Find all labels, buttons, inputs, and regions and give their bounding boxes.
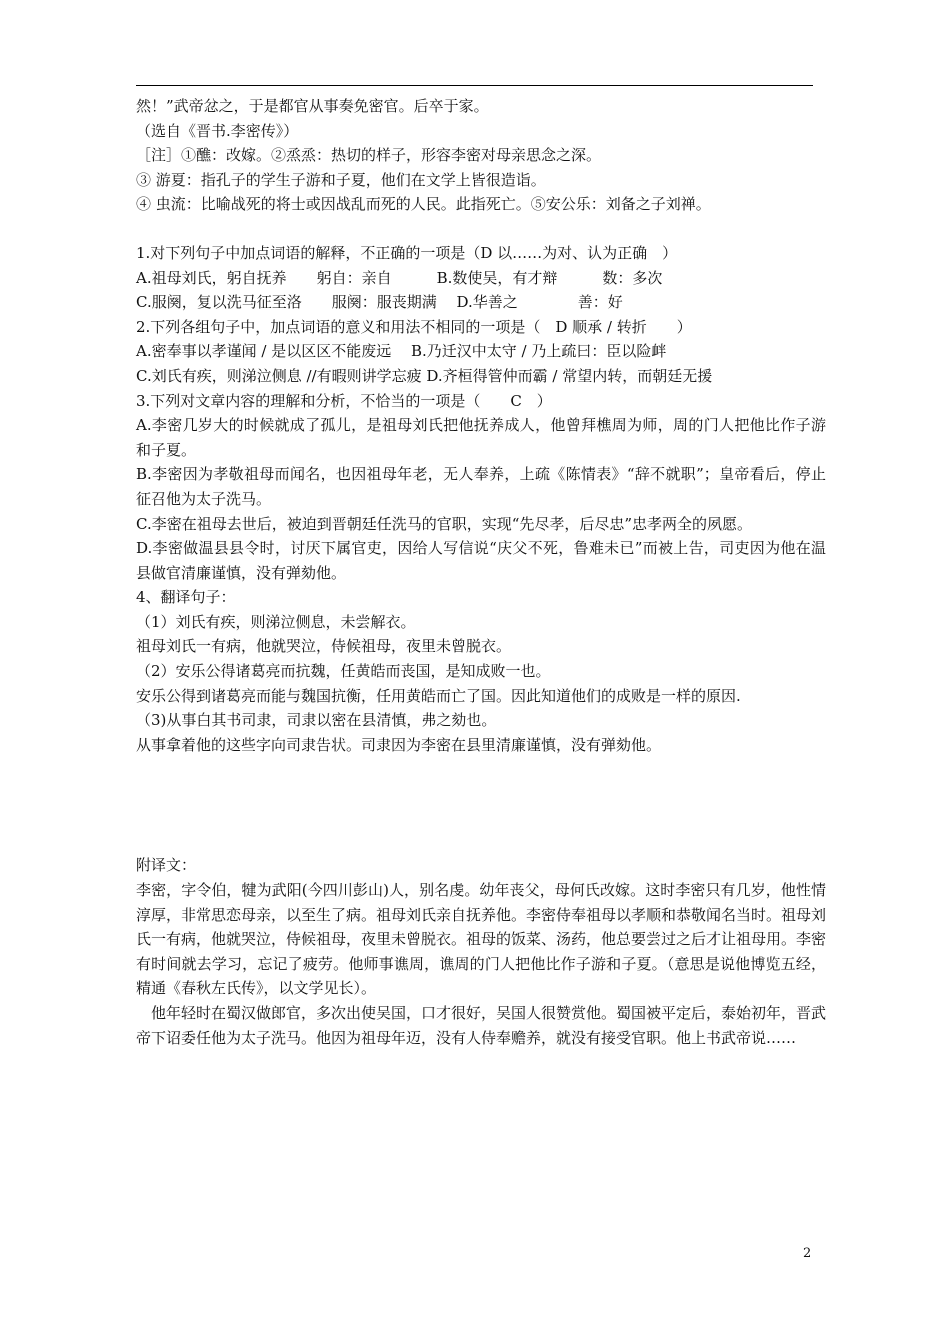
translation-1: 祖母刘氏一有病，他就哭泣，侍候祖母，夜里未曾脱衣。 (136, 637, 512, 656)
question-1-options: C.服阕，复以洗马征至洛 服阕：服丧期满 D.华善之 善：好 (136, 293, 623, 312)
question-3-option-d: D.李密做温县县令时，讨厌下属官吏，因给人写信说“庆父不死，鲁难未已”而被上告，司吏因为他在温县做官清廉谨慎，没有弹劾他。 (136, 539, 826, 582)
question-4-title: 4、翻译句子： (136, 588, 236, 607)
note-line: ④ 虫流：比喻战死的将士或因战乱而死的人民。此指死亡。⑤安公乐：刘备之子刘禅。 (136, 195, 711, 214)
appendix-paragraph-1: 李密，字令伯，犍为武阳(今四川彭山)人，别名虔。幼年丧父，母何氏改嫁。这时李密只有几岁，他性情淳厚，非常思恋母亲，以至生了病。祖母刘氏亲自抚养他。李密侍奉祖母以孝顺和恭敬闻名当时。祖母刘氏一有病，他就哭泣，侍候祖母，夜里未曾脱衣。祖母的饭菜、汤药，他总要尝过之后才让祖母用。李密有时间就去学习，忘记了疲劳。他师事谯周，谯周的门人把他比作子游和子夏。（意思是说他博览五经，精通《春秋左氏传》，以文学见长）。 (136, 881, 827, 998)
question-3-option-b: B.李密因为孝敬祖母而闻名，也因祖母年老，无人奉养，上疏《陈情表》“辞不就职”；皇帝看后，停止征召他为太子洗马。 (136, 465, 826, 508)
appendix-paragraph-2: 他年轻时在蜀汉做郎官，多次出使吴国，口才很好，吴国人很赞赏他。蜀国被平定后，泰始初年，晋武帝下诏委任他为太子洗马。他因为祖母年迈，没有人侍奉赡养，就没有接受官职。他上书武帝说…… (136, 1004, 827, 1047)
translation-3: 从事拿着他的这些字向司隶告状。司隶因为李密在县里清廉谨慎，没有弹劾他。 (136, 735, 662, 754)
question-2-stem: 2.下列各组句子中，加点词语的意义和用法不相同的一项是（ D 顺承 / 转折 ） (136, 317, 692, 336)
sentence-2: （2）安乐公得诸葛亮而抗魏，任黄皓而丧国，是知成败一也。 (136, 662, 551, 681)
note-line: ③ 游夏：指孔子的学生子游和子夏，他们在文学上皆很造诣。 (136, 170, 546, 189)
question-3-option-c: C.李密在祖母去世后，被迫到晋朝廷任洗马的官职，实现“先尽孝，后尽忠”忠孝两全的夙愿。 (136, 514, 753, 533)
question-2-options: C.刘氏有疾，则涕泣侧息 //有暇则讲学忘疲 D.齐桓得管仲而霸 / 常望内转，而朝廷无援 (136, 366, 713, 385)
sentence-1: （1）刘氏有疾，则涕泣侧息，未尝解衣。 (136, 612, 416, 631)
question-1-options: A.祖母刘氏，躬自抚养 躬自：亲自 B.数使吴，有才辩 数：多次 (136, 268, 663, 287)
text-line: 然！”武帝忿之，于是都官从事奏免密官。后卒于家。 (136, 97, 489, 115)
header-rule (136, 85, 813, 86)
source-citation: （选自《晋书.李密传》） (136, 121, 299, 140)
question-3-option-a: A.李密几岁大的时候就成了孤儿，是祖母刘氏把他抚养成人，他曾拜樵周为师，周的门人把他比作子游和子夏。 (136, 416, 826, 459)
appendix-title: 附译文： (136, 856, 197, 875)
question-2-options: A.密奉事以孝谨闻 / 是以区区不能废远 B.乃迁汉中太守 / 乃上疏曰：臣以险衅 (136, 342, 667, 361)
page-body (136, 94, 826, 1050)
question-1-stem: 1.对下列句子中加点词语的解释，不正确的一项是（D 以……为对、认为正确 ） (136, 243, 678, 262)
translation-2: 安乐公得到诸葛亮而能与魏国抗衡，任用黄皓而亡了国。因此知道他们的成败是一样的原因. (136, 686, 741, 705)
question-3-stem: 3.下列对文章内容的理解和分析，不恰当的一项是（ C ） (136, 391, 552, 410)
note-line: ［注］①醮：改嫁。②烝烝：热切的样子，形容李密对母亲思念之深。 (136, 146, 602, 165)
page-number: 2 (803, 1246, 812, 1261)
sentence-3: （3)从事白其书司隶，司隶以密在县清慎，弗之劾也。 (136, 711, 497, 730)
